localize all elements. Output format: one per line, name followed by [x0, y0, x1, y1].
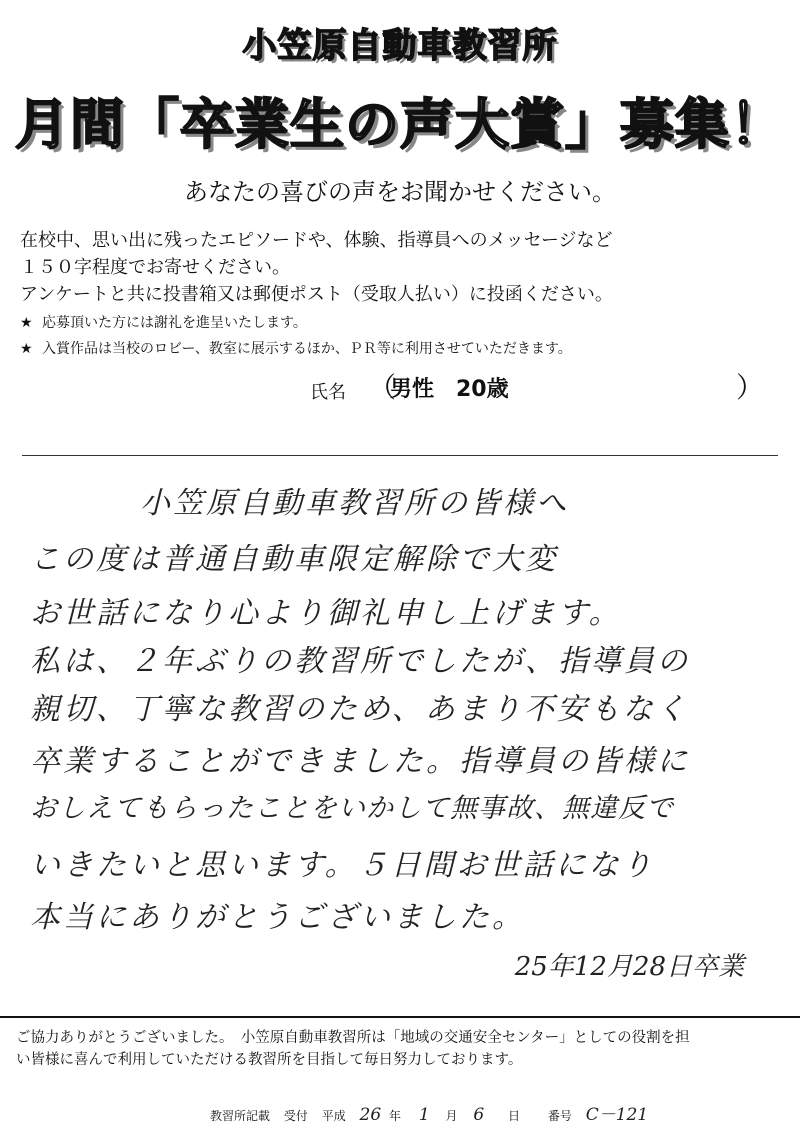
day-unit: 日 — [508, 1109, 521, 1123]
campaign-headline: 月間「卒業生の声大賞」募集！ — [15, 93, 785, 156]
name-value: 男性 20歳 — [390, 377, 509, 402]
note-reward-text: 応募頂いた方には謝礼を進呈いたします。 — [42, 315, 307, 331]
graduation-date: 25年12月28日卒業 — [514, 952, 744, 982]
name-label: 氏名 — [310, 382, 346, 403]
note-display — [20, 338, 572, 358]
note-display-text: 入賞作品は当校のロビー、教室に展示するほか、ＰＲ等に利用させていただきます。 — [42, 341, 572, 357]
close-paren: ） — [736, 371, 765, 404]
message-line-2: この度は普通自動車限定解除で大変 — [30, 542, 558, 577]
footer-line-2: い皆様に喜んで利用していただける教習所を目指して毎日努力しております。 — [16, 1052, 523, 1068]
star-icon: ★ — [20, 315, 33, 331]
message-line-1: 小笠原自動車教習所の皆様へ — [140, 486, 569, 521]
note-reward — [20, 312, 307, 332]
school-name: 小笠原自動車教習所 — [242, 26, 558, 66]
era-label: 平成 — [321, 1109, 346, 1123]
message-line-8: いきたいと思います。５日間お世話になり — [30, 848, 655, 883]
office-label: 教習所記載 — [210, 1109, 271, 1123]
day-value: 6 — [473, 1105, 485, 1125]
year-value: 26 — [359, 1105, 382, 1125]
star-icon: ★ — [20, 341, 33, 357]
message-line-7: おしえてもらったことをいかして無事故、無違反で — [30, 793, 674, 824]
instruction-line-2: １５０字程度でお寄せください。 — [20, 257, 290, 278]
number-label: 番号 — [547, 1109, 572, 1123]
ruled-line — [22, 455, 778, 456]
message-line-4: 私は、２年ぶりの教習所でしたが、指導員の — [30, 644, 690, 679]
message-line-3: お世話になり心より御礼申し上げます。 — [30, 596, 622, 631]
received-label: 受付 — [283, 1109, 308, 1123]
instruction-line-3: アンケートと共に投書箱又は郵便ポスト（受取人払い）に投函ください。 — [20, 284, 613, 305]
message-line-9: 本当にありがとうございました。 — [30, 900, 525, 935]
subtitle: あなたの喜びの声をお聞かせください。 — [184, 178, 616, 206]
message-line-6: 卒業することができました。指導員の皆様に — [30, 744, 690, 779]
footer-divider — [0, 1016, 800, 1018]
message-line-5: 親切、丁寧な教習のため、あまり不安もなく — [30, 692, 689, 727]
footer-line-1: ご協力ありがとうございました。 小笠原自動車教習所は「地域の交通安全センター」としての役割を担 — [16, 1030, 690, 1046]
month-value: 1 — [418, 1105, 430, 1125]
office-use-row — [210, 1100, 648, 1125]
number-value: C－121 — [585, 1105, 649, 1125]
year-unit: 年 — [389, 1109, 402, 1123]
open-paren: （ — [368, 371, 397, 404]
month-unit: 月 — [445, 1109, 458, 1123]
instruction-line-1: 在校中、思い出に残ったエピソードや、体験、指導員へのメッセージなど — [20, 230, 613, 251]
